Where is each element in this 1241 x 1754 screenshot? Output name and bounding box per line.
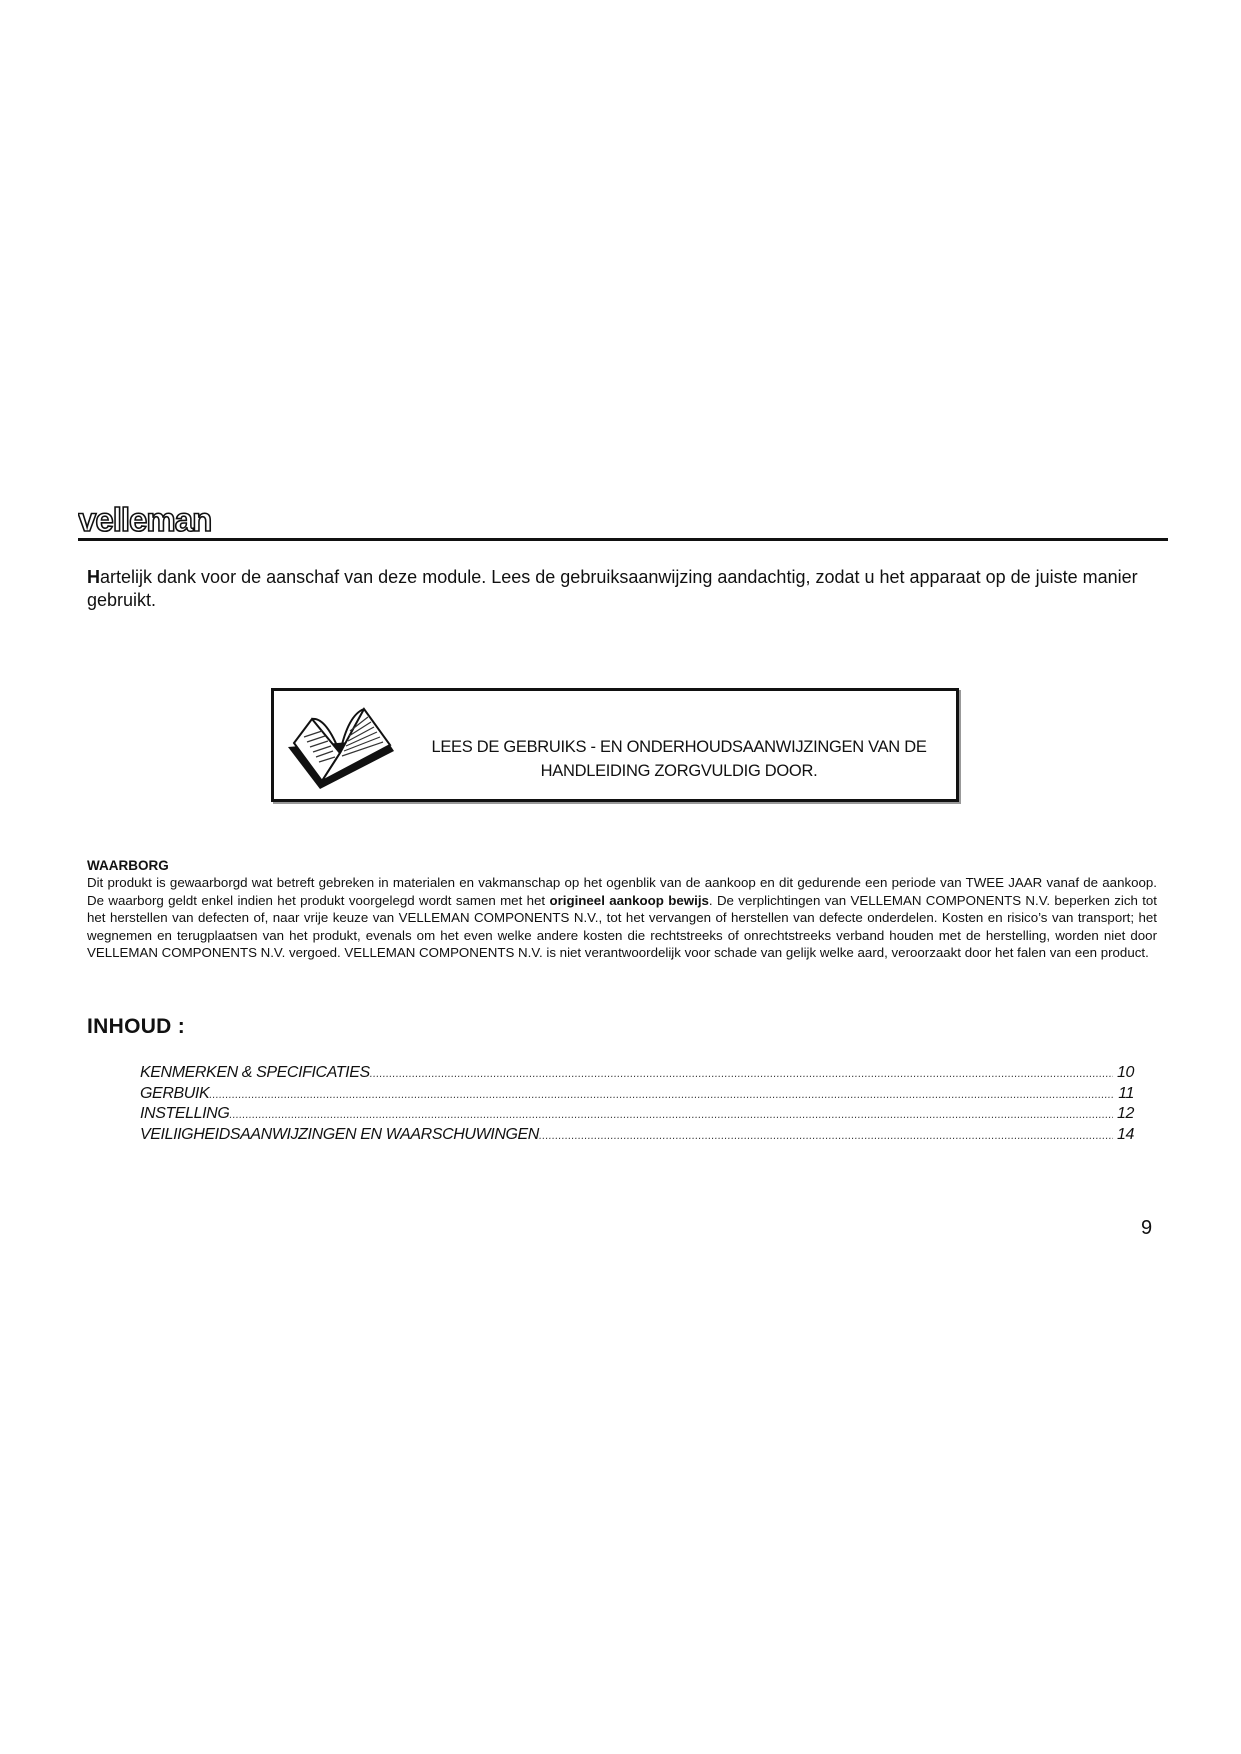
toc-leader-dots — [539, 1125, 1113, 1147]
warranty-text-2: . De verplichtingen van VELLEMAN COMPONENTS N.V. beperken zich tot het herstellen van defecten of, naar vrije keuze van VELLEMAN COMPONENTS N.V., tot het vervangen of herstellen van defecte onderdelen. Kosten en risico’s van transport; het wegnemen en terugplaatsen van het produkt, evenals om het even welke andere kosten die rechtstreeks of onrechtstreeks verband houden met de herstelling, worden niet door VELLEMAN COMPONENTS N.V. vergoed. VELLEMAN COMPONENTS N.V. is niet verantwoordelijk voor schade van gelijk welke aard, veroorzaakt door het falen van een product. — [87, 892, 1157, 960]
intro-paragraph — [87, 566, 1167, 612]
warranty-bold: origineel aankoop bewijs — [549, 892, 709, 908]
notice-text — [404, 735, 954, 783]
toc-item-label: VEILIIGHEIDSAANWIJZINGEN EN WAARSCHUWINGEN — [140, 1125, 539, 1143]
toc-item-label: KENMERKEN & SPECIFICATIES — [140, 1064, 370, 1081]
toc-leader-dots — [209, 1084, 1114, 1106]
toc-item[interactable] — [140, 1104, 1134, 1125]
toc-leader-dots — [370, 1063, 1113, 1085]
intro-text: artelijk dank voor de aanschaf van deze module. Lees de gebruiksaanwijzing aandachtig, zodat u het apparaat op de juiste manier gebruikt. — [87, 567, 1138, 610]
warranty-text-1: Dit produkt is gewaarborgd wat betreft gebreken in materialen en vakmanschap op het ogenblik van de aankoop en dit gedurende een periode van TWEE JAAR vanaf de aankoop. De waarborg geldt enkel indien het produkt voorgelegd wordt samen met het — [87, 875, 1157, 908]
toc-item-label: GERBUIK — [140, 1084, 210, 1102]
toc-item[interactable] — [140, 1084, 1134, 1105]
header-divider — [78, 538, 1168, 541]
notice-box — [271, 688, 959, 802]
toc-item[interactable] — [140, 1125, 1134, 1146]
toc-item-page: 12 — [1117, 1105, 1134, 1122]
toc-item-label: INSTELLING — [140, 1105, 230, 1122]
logo-text: velleman — [78, 503, 212, 537]
toc-item-page: 10 — [1117, 1064, 1134, 1081]
toc-heading: INHOUD : — [87, 1015, 186, 1038]
toc-leader-dots — [229, 1104, 1113, 1126]
toc-item[interactable] — [140, 1063, 1134, 1084]
warranty-body — [87, 874, 1157, 962]
toc-item-page: 14 — [1117, 1125, 1134, 1143]
toc-item-page: 11 — [1118, 1084, 1134, 1102]
page-number: 9 — [1141, 1217, 1153, 1239]
velleman-logo — [78, 503, 238, 537]
warranty-title: WAARBORG — [87, 858, 169, 873]
notice-line-2: HANDLEIDING ZORGVULDIG DOOR. — [540, 762, 818, 780]
open-book-icon — [282, 701, 402, 793]
notice-line-1: LEES DE GEBRUIKS - EN ONDERHOUDSAANWIJZINGEN VAN DE — [431, 738, 927, 756]
table-of-contents — [140, 1063, 1134, 1145]
intro-initial: H — [87, 567, 100, 587]
